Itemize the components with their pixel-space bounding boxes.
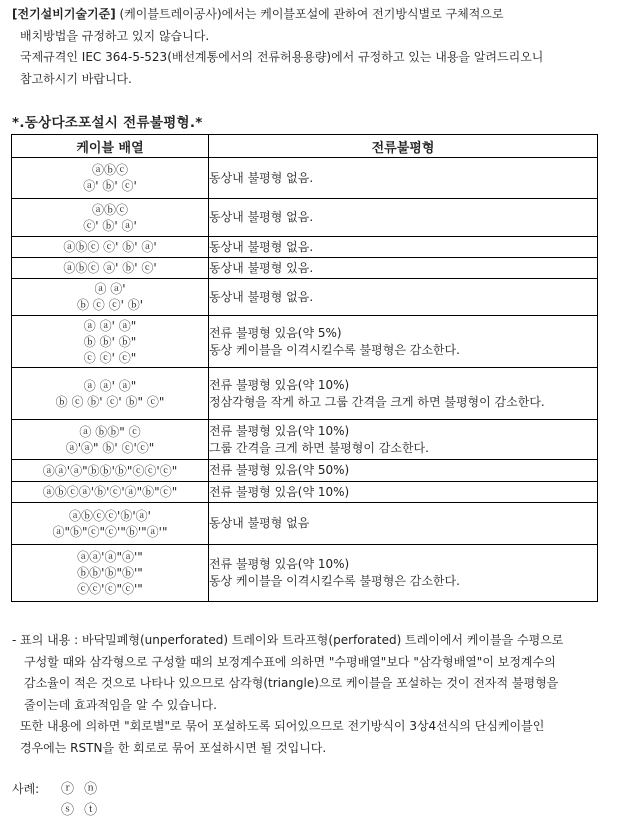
- imbalance-line: 동상내 불평형 없음: [209, 516, 310, 530]
- arrangement-line: ⓐⓑⓒ ⓒ' ⓑ' ⓐ': [63, 240, 157, 254]
- table-row: [12, 158, 598, 199]
- imbalance-line: 동상내 불평형 있음.: [209, 260, 314, 275]
- intro-line-3: 국제규격인 IEC 364-5-523(배선계통에서의 전류허용용량)에서 규정하고 있는 내용을 알려드리오니: [20, 50, 544, 64]
- notes-paragraph: [12, 630, 632, 759]
- imbalance-line: 전류 불평형 있음(약 10%): [209, 423, 350, 438]
- imbalance-line: 동상 케이블을 이격시킬수록 불평형은 감소한다.: [209, 342, 460, 357]
- arrangement-line: ⓐⓑⓒ ⓐ' ⓑ' ⓒ': [63, 261, 157, 275]
- arrangement-line: ⓒⓒ'ⓒ"ⓒ'": [77, 582, 143, 596]
- notes-line-4: 줄이는데 효과적임을 알 수 있습니다.: [24, 697, 217, 712]
- table-row: [12, 482, 598, 503]
- imbalance-line: 동상내 불평형 없음.: [209, 170, 314, 185]
- intro-line-2: 배치방법을 규정하고 있지 않습니다.: [20, 28, 210, 43]
- cable-arrangement-cell: [12, 279, 209, 316]
- arrangement-line: ⓐⓑⓒ: [91, 163, 128, 177]
- current-imbalance-cell: [209, 237, 598, 258]
- cable-arrangement-cell: [12, 199, 209, 237]
- notes-line-1: - 표의 내용 : 바닥밀폐형(unperforated) 트레이와 트라프형(perforated) 트레이에서 케이블을 수평으로: [12, 633, 564, 647]
- cable-arrangement-cell: [12, 368, 209, 420]
- imbalance-line: 그룹 간격을 크게 하면 불평형이 감소한다.: [209, 440, 429, 455]
- current-imbalance-cell: [209, 158, 598, 199]
- arrangement-line: ⓐ ⓑⓑ" ⓒ: [79, 424, 141, 439]
- column-header-arrangement: 케이블 배열: [12, 135, 209, 158]
- arrangement-line: ⓐⓐ'ⓐ"ⓐ'": [77, 550, 143, 564]
- arrangement-line: ⓒ ⓒ' ⓒ": [83, 350, 137, 365]
- table-row: [12, 316, 598, 368]
- imbalance-line: 전류 불평형 있음(약 50%): [209, 463, 350, 477]
- table-row: [12, 237, 598, 258]
- table-row: [12, 199, 598, 237]
- imbalance-line: 동상내 불평형 없음.: [209, 239, 314, 254]
- cable-arrangement-cell: [12, 503, 209, 545]
- table-row: [12, 460, 598, 482]
- table-row: [12, 279, 598, 316]
- column-header-imbalance: 전류불평형: [209, 135, 598, 158]
- cable-arrangement-cell: [12, 460, 209, 482]
- section-heading: *.동상다조포설시 전류불평형.*: [12, 115, 203, 131]
- intro-paragraph: [12, 4, 632, 90]
- arrangement-line: ⓑ ⓒ ⓒ' ⓑ': [76, 298, 144, 312]
- current-imbalance-cell: [209, 368, 598, 420]
- cable-arrangement-cell: [12, 420, 209, 460]
- arrangement-line: ⓑ ⓑ' ⓑ": [83, 334, 137, 349]
- cable-arrangement-cell: [12, 258, 209, 279]
- current-imbalance-cell: [209, 279, 598, 316]
- arrangement-line: ⓐ' ⓑ' ⓒ': [83, 179, 137, 193]
- example-glyphs-row-1: ⓡ ⓝ: [61, 782, 101, 797]
- intro-line-1-text: (케이블트레이공사)에서는 케이블포설에 관하여 전기방식별로 구체적으로: [115, 7, 504, 21]
- imbalance-line: 동상내 불평형 없음.: [209, 289, 314, 304]
- current-imbalance-cell: [209, 460, 598, 482]
- imbalance-line: 동상내 불평형 없음.: [209, 210, 314, 224]
- example-label: 사례:: [12, 782, 40, 796]
- arrangement-line: ⓐⓑⓒ: [91, 202, 128, 217]
- current-imbalance-table: [11, 134, 598, 602]
- example-glyphs-row-2: ⓢ ⓣ: [61, 803, 101, 818]
- imbalance-line: 전류 불평형 있음(약 10%): [209, 377, 350, 392]
- current-imbalance-cell: [209, 545, 598, 602]
- arrangement-line: ⓐ ⓐ': [94, 282, 126, 296]
- table-row: [12, 258, 598, 279]
- current-imbalance-cell: [209, 482, 598, 503]
- cable-arrangement-cell: [12, 316, 209, 368]
- notes-line-3: 감소율이 적은 것으로 나타나 있으므로 삼각형(triangle)으로 케이블을 포설하는 것이 전자적 불평형을: [24, 676, 559, 690]
- current-imbalance-cell: [209, 420, 598, 460]
- cable-arrangement-cell: [12, 545, 209, 602]
- cable-arrangement-cell: [12, 237, 209, 258]
- cable-arrangement-cell: [12, 482, 209, 503]
- arrangement-line: ⓐ ⓐ' ⓐ": [83, 378, 137, 393]
- notes-line-6: 경우에는 RSTN을 한 회로로 묶어 포설하시면 될 것입니다.: [20, 740, 327, 755]
- intro-line-1: [12, 4, 632, 26]
- arrangement-line: ⓐⓐ'ⓐ"ⓑⓑ'ⓑ"ⓒⓒ'ⓒ": [42, 463, 178, 478]
- table-row: [12, 368, 598, 420]
- cable-arrangement-cell: [12, 158, 209, 199]
- current-imbalance-cell: [209, 258, 598, 279]
- arrangement-line: ⓑⓑ'ⓑ"ⓑ'": [77, 566, 143, 580]
- example-section: [12, 779, 100, 821]
- imbalance-line: 정삼각형을 작게 하고 그룹 간격을 크게 하면 불평형이 감소한다.: [209, 394, 545, 409]
- notes-line-5: 또한 내용에 의하면 "회로별"로 묶어 포설하도록 되어있으므로 전기방식이 3상4선식의 단심케이블인: [20, 719, 545, 733]
- table-header-row: [12, 135, 598, 158]
- arrangement-line: ⓑ ⓒ ⓑ' ⓒ' ⓑ" ⓒ": [55, 394, 165, 409]
- imbalance-line: 전류 불평형 있음(약 5%): [209, 325, 342, 340]
- table-row: [12, 545, 598, 602]
- arrangement-line: ⓐⓑⓒⓐ'ⓑ'ⓒ'ⓐ"ⓑ"ⓒ": [42, 485, 178, 499]
- intro-bracket: [전기설비기술기준]: [12, 7, 116, 21]
- intro-line-4: 참고하시기 바랍니다.: [20, 71, 132, 86]
- imbalance-line: 전류 불평형 있음(약 10%): [209, 484, 350, 499]
- imbalance-line: 동상 케이블을 이격시킬수록 불평형은 감소한다.: [209, 574, 460, 588]
- table-row: [12, 420, 598, 460]
- arrangement-line: ⓐ'ⓐ" ⓑ' ⓒ'ⓒ": [65, 440, 155, 455]
- current-imbalance-cell: [209, 199, 598, 237]
- arrangement-line: ⓐⓑⓒⓒ'ⓑ'ⓐ': [69, 508, 151, 523]
- current-imbalance-cell: [209, 503, 598, 545]
- notes-line-2: 구성할 때와 삼각형으로 구성할 때의 보정계수표에 의하면 "수평배열"보다 "삼각형배열"이 보정계수의: [24, 654, 556, 669]
- current-imbalance-cell: [209, 316, 598, 368]
- imbalance-line: 전류 불평형 있음(약 10%): [209, 557, 350, 571]
- arrangement-line: ⓐ"ⓑ"ⓒ"ⓒ'"ⓑ'"ⓐ'": [52, 524, 168, 539]
- table-row: [12, 503, 598, 545]
- arrangement-line: ⓐ ⓐ' ⓐ": [83, 318, 137, 333]
- arrangement-line: ⓒ' ⓑ' ⓐ': [83, 218, 137, 233]
